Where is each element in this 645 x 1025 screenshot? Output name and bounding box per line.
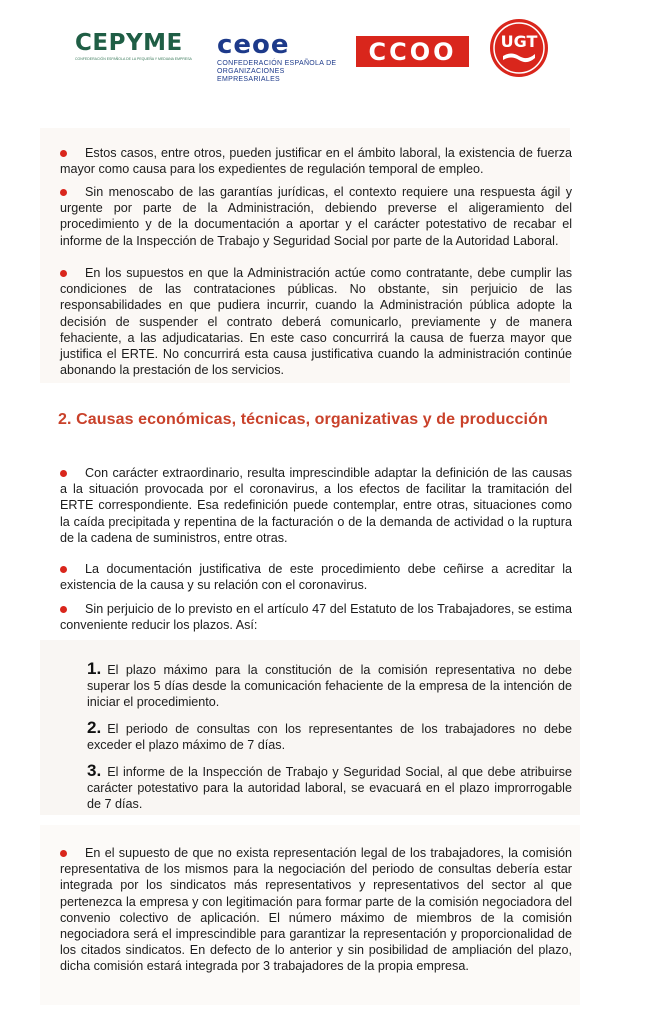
logo-header xyxy=(0,0,645,95)
bullet-text: En los supuestos en que la Administración actúe como contratante, debe cumplir las condiciones de las contrataciones públicas. No obstante, sin perjuicio de las responsabilidades en que pudiera incurrir, cuando la Administración pública adopte la decisión de suspender el contrato deberá comunicarlo, previamente y de manera fehaciente, a las adjudicatarias. En este caso concurrirá la causa de fuerza mayor que justifica el ERTE. No concurrirá esta causa justificativa cuando la administración continúe abonando la prestación de los servicios. xyxy=(60,266,572,378)
cepyme-logo-name: CEPYME xyxy=(75,30,183,56)
red-bullet-icon xyxy=(60,189,67,196)
section-heading: 2. Causas económicas, técnicas, organizativas y de producción xyxy=(58,411,548,428)
numbered-item xyxy=(87,763,572,813)
ceoe-logo-name: ceoe xyxy=(217,30,290,60)
red-bullet-icon xyxy=(60,470,67,477)
red-bullet-icon xyxy=(60,150,67,157)
ugt-logo xyxy=(489,18,549,78)
cepyme-logo xyxy=(75,30,195,62)
bullet-paragraph xyxy=(60,145,572,177)
bullet-paragraph xyxy=(60,465,572,546)
ccoo-logo-name: CCOO xyxy=(368,38,457,66)
red-bullet-icon xyxy=(60,270,67,277)
item-number: 2. xyxy=(87,718,102,737)
item-number: 3. xyxy=(87,761,102,780)
ceoe-logo-subtitle: CONFEDERACIÓN ESPAÑOLA DE ORGANIZACIONES EMPRESARIALES xyxy=(217,60,337,83)
red-bullet-icon xyxy=(60,566,67,573)
item-text: El periodo de consultas con los representantes de los trabajadores no debe exceder el plazo máximo de 7 días. xyxy=(87,722,572,753)
item-number: 1. xyxy=(87,659,102,678)
numbered-item xyxy=(87,661,572,711)
red-bullet-icon xyxy=(60,606,67,613)
bullet-paragraph xyxy=(60,184,572,249)
bullet-paragraph xyxy=(60,845,572,975)
item-text: El plazo máximo para la constitución de la comisión representativa no debe superar los 5 días desde la comunicación fehaciente de la empresa de la intención de iniciar el procedimiento. xyxy=(87,663,572,710)
numbered-item xyxy=(87,720,572,753)
item-text: El informe de la Inspección de Trabajo y Seguridad Social, al que debe atribuirse carácter potestativo para la autoridad laboral, se evacuará en el plazo improrrogable de 7 días. xyxy=(87,765,572,812)
cepyme-logo-subtitle: CONFEDERACIÓN ESPAÑOLA DE LA PEQUEÑA Y MEDIANA EMPRESA xyxy=(75,57,192,61)
bullet-text: Sin perjuicio de lo previsto en el artículo 47 del Estatuto de los Trabajadores, se estima conveniente reducir los plazos. Así: xyxy=(60,602,572,633)
ugt-logo-emblem xyxy=(489,18,549,78)
bullet-paragraph xyxy=(60,601,572,633)
red-bullet-icon xyxy=(60,850,67,857)
bullet-text: Estos casos, entre otros, pueden justificar en el ámbito laboral, la existencia de fuerza mayor como causa para los expedientes de regulación temporal de empleo. xyxy=(60,146,572,177)
bullet-text: La documentación justificativa de este procedimiento debe ceñirse a acreditar la existencia de la causa y su relación con el coronavirus. xyxy=(60,562,572,593)
bullet-text: Sin menoscabo de las garantías jurídicas, el contexto requiere una respuesta ágil y urgente por parte de la Administración, debiendo preverse el aligeramiento del procedimiento y de la documentación a aportar y el carácter potestativo de recabar el informe de la Inspección de Trabajo y Seguridad Social por parte de la Autoridad Laboral. xyxy=(60,185,572,248)
bullet-text: En el supuesto de que no exista representación legal de los trabajadores, la comisión representativa de los mismos para la negociación del periodo de consultas debería estar integrada por los sindicatos más representativos y representativos del sector al que pertenezca la empresa y con legitimación para formar parte de la comisión negociadora del convenio colectivo de aplicación. El número máximo de miembros de la comisión negociadora será el imprescindible para garantizar la representación y proporcionalidad de los citados sindicatos. En defecto de lo anterior y sin posibilidad de ampliación del plazo, dicha comisión estará integrada por 3 trabajadores de la propia empresa. xyxy=(60,846,572,974)
bullet-paragraph xyxy=(60,561,572,593)
ccoo-logo xyxy=(356,36,469,67)
bullet-text: Con carácter extraordinario, resulta imprescindible adaptar la definición de las causas a la situación provocada por el coronavirus, a los efectos de facilitar la tramitación del ERTE correspondiente. Esa redefinición puede contemplar, entre otras, situaciones como la caída precipitada y repentina de la facturación o de la demanda de actividad o la ruptura de la cadena de suministros, entre otras. xyxy=(60,466,572,545)
bullet-paragraph xyxy=(60,265,572,378)
ugt-logo-name: UGT xyxy=(500,32,538,51)
ceoe-logo xyxy=(217,32,342,84)
